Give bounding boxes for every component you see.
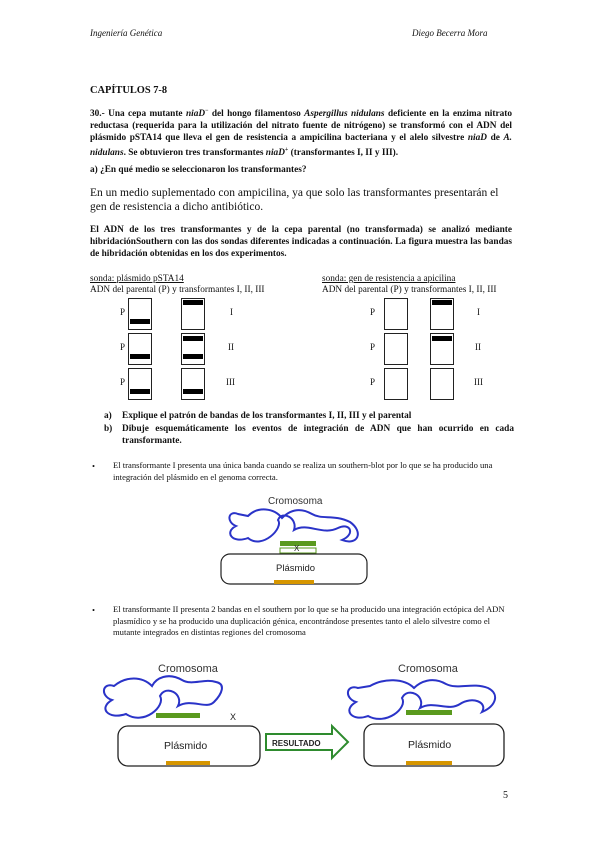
chromosome-scribble — [104, 676, 222, 717]
bullet-dot: • — [92, 605, 96, 615]
bullet-2-text: El transformante II presenta 2 bandas en el southern por lo que se ha producido una integración ectópica del ADN plasmídico y se ha producido una duplicación génica, encontrándose presentes tanto el alelo silvestre como el mutante integrados en distintas regiones del cromosoma — [113, 604, 505, 637]
question-text: Explique el patrón de bandas de los transformantes I, II, III y el parental — [122, 411, 412, 421]
lane-transformant-iii — [430, 368, 454, 400]
lane-label-p: P — [120, 307, 126, 317]
problem-text: deficiente en la enzima nitrato reductasa (requerida para la utilización del nitrato fuente de nitrógeno) se transformó con el ADN del plásmido pSTA14 que lleva el gen de resistencia a ampicilina bacteriana y el alelo silvestre — [90, 109, 512, 144]
answer-a: En un medio suplementado con ampicilina, ya que solo las transformantes presentarán el gen de resistencia a dicho antibiótico. — [90, 187, 499, 213]
gene-segment-orange — [406, 761, 452, 765]
header-left: Ingeniería Genética — [90, 28, 163, 38]
question-item — [104, 410, 514, 422]
question-item — [104, 423, 514, 447]
gene-name: niaD — [265, 148, 285, 159]
left-probe-label: sonda: plásmido pSTA14 — [90, 274, 184, 284]
lane-parental — [384, 368, 408, 400]
lane-label-p: P — [120, 342, 126, 352]
question-a: a) ¿En qué medio se seleccionaron los transformantes? — [90, 165, 307, 175]
lane-label-p: P — [370, 342, 376, 352]
lane-label-p: P — [370, 307, 376, 317]
lane-label-ii: II — [475, 342, 481, 352]
lane-label-iii: III — [474, 377, 483, 387]
band — [130, 354, 150, 359]
gene-segment-orange — [274, 580, 314, 584]
superscript: + — [284, 147, 289, 154]
band — [183, 336, 203, 341]
lane-label-i: I — [230, 307, 233, 317]
band — [130, 389, 150, 394]
bullet-dot: • — [92, 461, 96, 471]
problem-text: Una cepa mutante — [104, 109, 186, 120]
problem-text: . Se obtuvieron tres transformantes — [123, 148, 266, 159]
superscript: − — [205, 108, 209, 114]
chromosome-scribble — [229, 509, 357, 541]
band — [432, 336, 452, 341]
integration-figure-i — [218, 492, 378, 588]
lane-label-p: P — [370, 377, 376, 387]
bullet-1-text: El transformante I presenta una única banda cuando se realiza un southern-blot por lo que se ha producido una integración del plásmido en el genoma correcta. — [113, 460, 493, 482]
problem-text: de — [486, 133, 504, 144]
right-blot-desc: ADN del parental (P) y transformantes I, II, III — [322, 285, 497, 295]
band — [183, 389, 203, 394]
band — [432, 300, 452, 305]
band — [183, 300, 203, 305]
problem-text: del hongo filamentoso — [208, 109, 305, 120]
chromosome-label: Cromosoma — [268, 496, 323, 507]
gene-segment-green — [406, 710, 452, 715]
chromosome-label: Cromosoma — [158, 663, 218, 675]
right-probe-label: sonda: gen de resistencia a apicilina — [322, 274, 456, 284]
lane-parental — [128, 333, 152, 365]
chromosome-label: Cromosoma — [398, 663, 458, 675]
lane-label-iii: III — [226, 377, 235, 387]
lane-parental — [384, 298, 408, 330]
plasmid-label: Plásmido — [276, 563, 316, 574]
gene-segment-orange — [166, 761, 210, 765]
species-name: Aspergillus nidulans — [304, 109, 385, 120]
lane-transformant-i — [430, 298, 454, 330]
question-marker: b) — [104, 424, 113, 434]
chapter-title: CAPÍTULOS 7-8 — [90, 85, 168, 96]
band — [183, 354, 203, 359]
result-label: RESULTADO — [272, 739, 321, 748]
plasmid-label: Plásmido — [164, 740, 208, 752]
lane-parental — [128, 368, 152, 400]
problem-text: (transformantes I, II y III). — [288, 148, 399, 159]
plasmid-label: Plásmido — [408, 739, 452, 751]
header-right: Diego Becerra Mora — [412, 28, 488, 38]
lane-parental — [128, 298, 152, 330]
left-blot-desc: ADN del parental (P) y transformantes I, II, III — [90, 285, 265, 295]
lane-transformant-ii — [430, 333, 454, 365]
question-marker: a) — [104, 411, 112, 421]
crossover-x: X — [230, 712, 237, 722]
gene-name: niaD — [185, 109, 206, 120]
southern-intro: El ADN de los tres transformantes y de la cepa parental (no transformada) se analizó mediante hibridaciónSouthern con las dos sondas diferentes indicadas a continuación. La figura muestra las bandas de hibridación obtenidas en los dos experimentos. — [90, 225, 512, 259]
band — [130, 319, 150, 324]
gene-name: niaD — [467, 133, 487, 144]
problem-number: 30.- — [90, 109, 105, 120]
question-text: Dibuje esquemáticamente los eventos de integración de ADN que han ocurrido en cada transformante. — [122, 424, 514, 446]
problem-statement — [90, 105, 512, 159]
lane-parental — [384, 333, 408, 365]
gene-segment-green — [156, 713, 200, 718]
species-name: A. nidulans — [90, 133, 512, 159]
lane-label-ii: II — [228, 342, 234, 352]
lane-transformant-iii — [181, 368, 205, 400]
page-number: 5 — [503, 790, 508, 801]
lane-label-p: P — [120, 377, 126, 387]
lane-label-i: I — [477, 307, 480, 317]
crossover-x: X — [294, 544, 300, 553]
integration-figure-ii — [96, 656, 508, 772]
question-list — [104, 410, 514, 447]
lane-transformant-i — [181, 298, 205, 330]
lane-transformant-ii — [181, 333, 205, 365]
